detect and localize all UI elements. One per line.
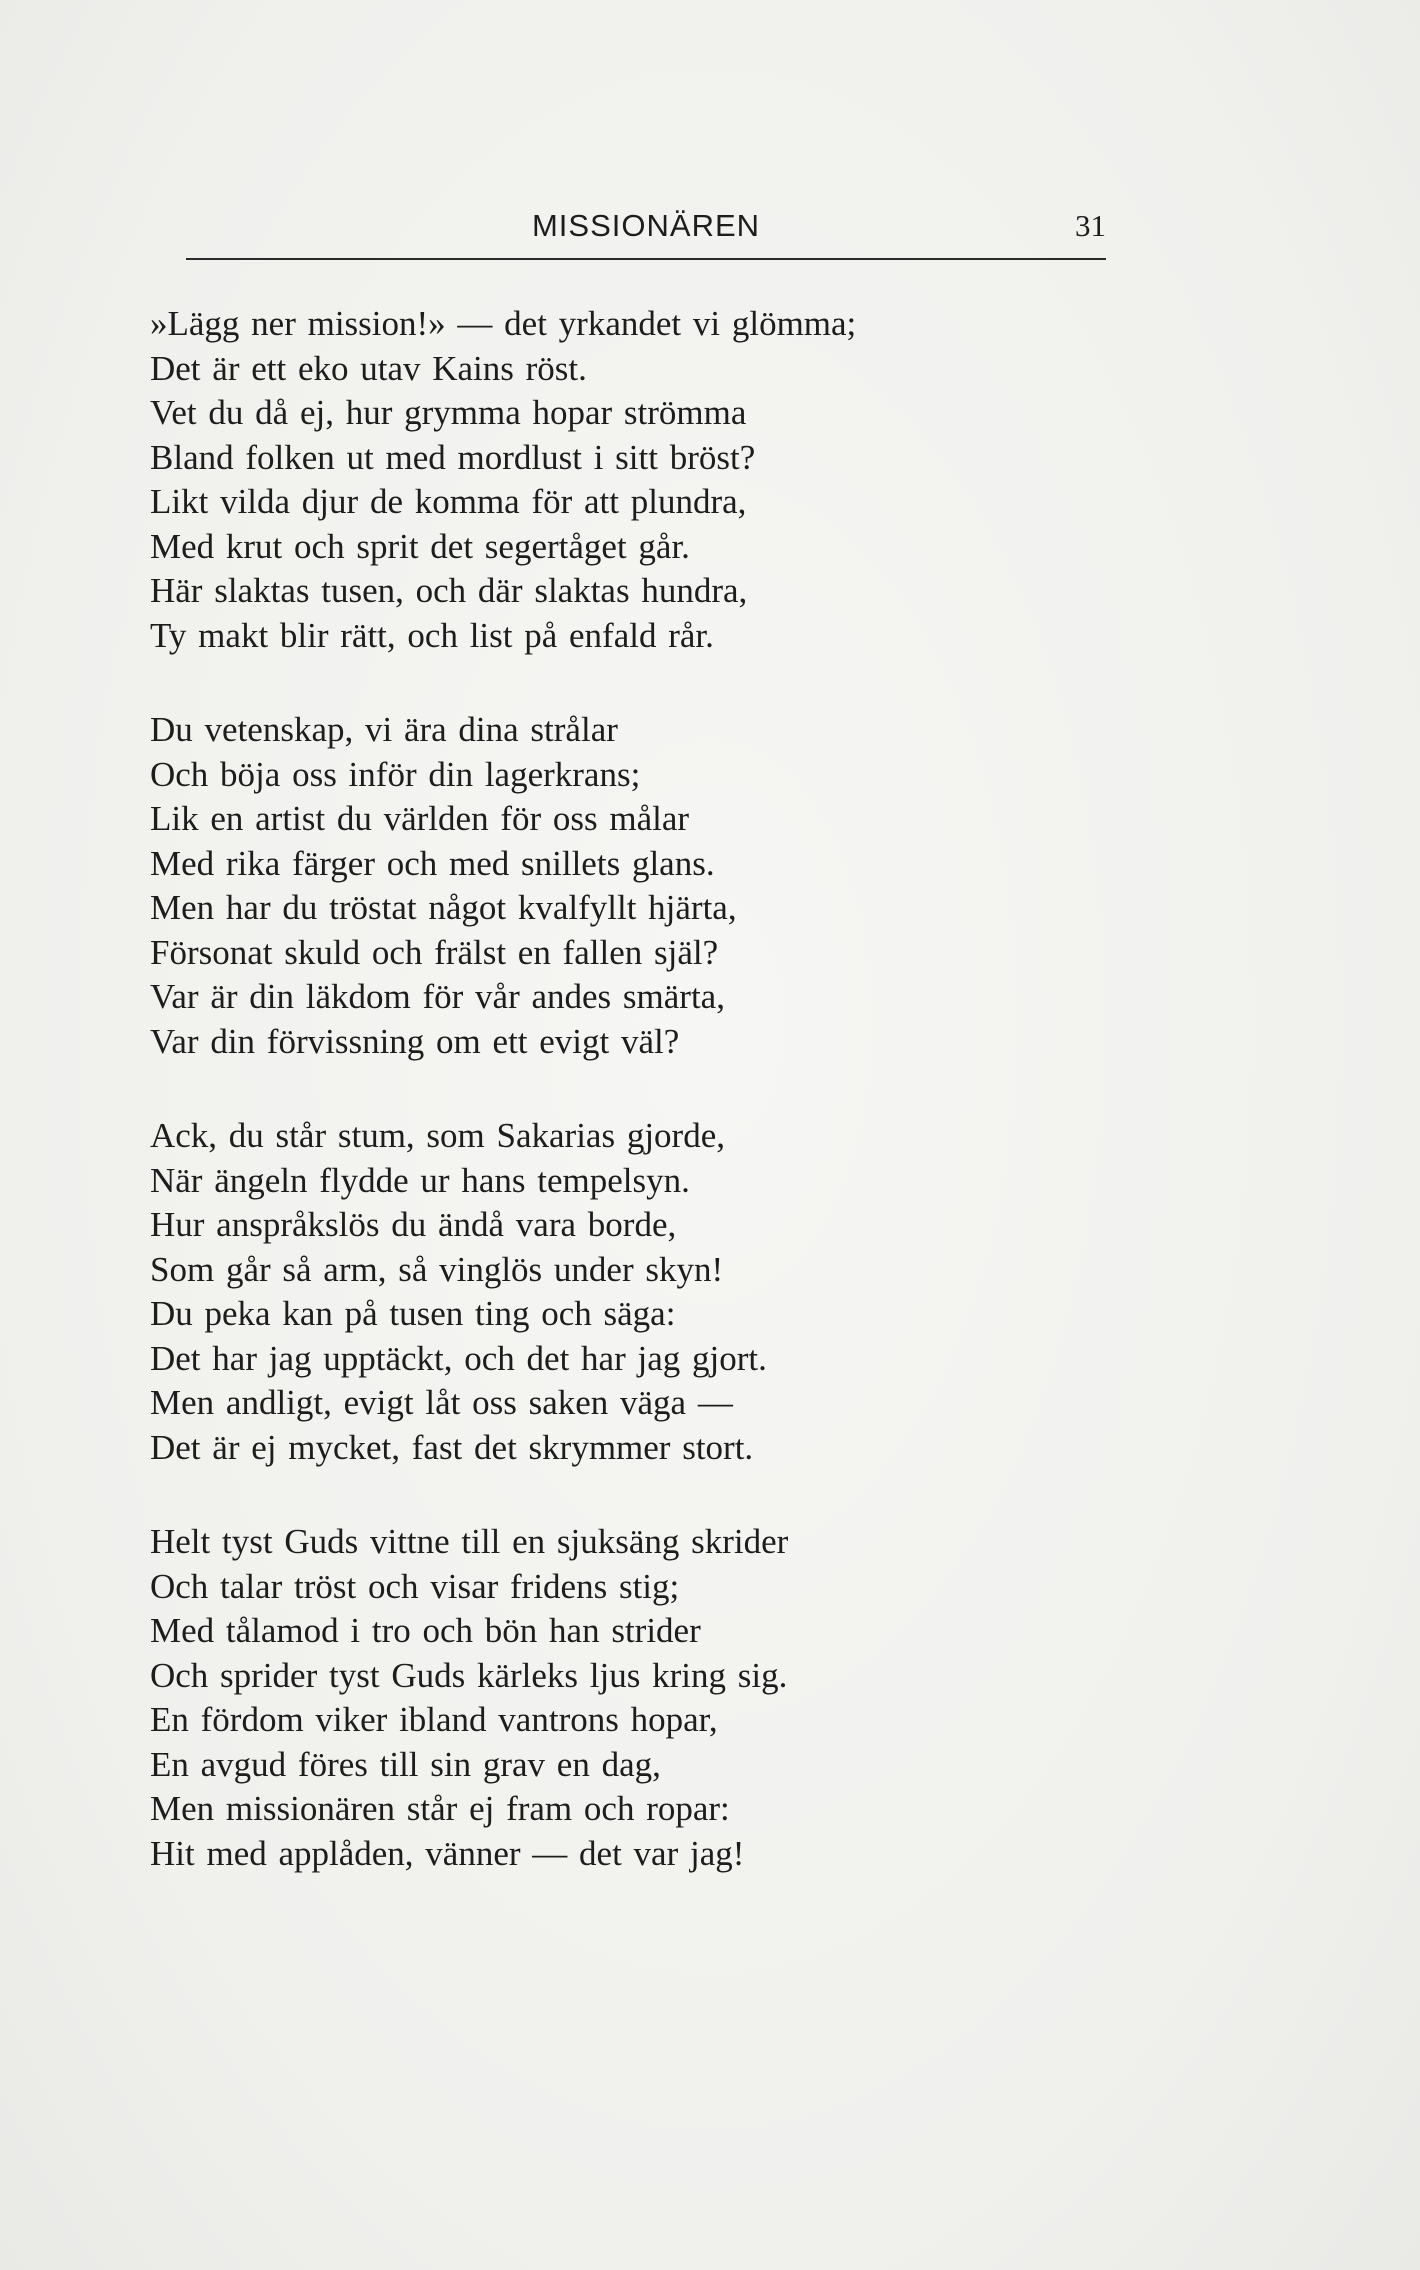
poem-line: Och böja oss inför din lagerkrans; [150,754,641,794]
poem-line: Hur anspråkslös du ändå vara borde, [150,1205,677,1244]
poem-line: Vet du då ej, hur grymma hopar strömma [150,393,747,432]
poem-line: Du peka kan på tusen ting och säga: [150,1294,676,1333]
poem-line: Som går så arm, så vinglös under skyn! [150,1249,724,1289]
running-title: MISSIONÄREN [531,208,761,243]
poem-line: Var din förvissning om ett evigt väl? [150,1021,680,1061]
poem-line: När ängeln flydde ur hans tempelsyn. [150,1160,690,1200]
poem-line: Men missionären står ej fram och ropar: [150,1789,730,1828]
header-rule [186,258,1106,260]
stanza-3 [150,1114,1150,1470]
stanza-2 [150,708,1150,1064]
poem-line: Här slaktas tusen, och där slaktas hundra, [150,571,748,610]
poem-line: »Lägg ner mission!» — det yrkandet vi glömma; [150,304,857,343]
poem-line: Det är ej mycket, fast det skrymmer stort. [150,1427,754,1467]
poem-line: Med rika färger och med snillets glans. [150,843,715,883]
poem [150,302,1150,1926]
poem-line: Med krut och sprit det segertåget går. [150,526,690,566]
poem-line: Och talar tröst och visar fridens stig; [150,1566,680,1606]
poem-line: Hit med applåden, vänner — det var jag! [150,1833,745,1873]
poem-line: Men andligt, evigt låt oss saken väga — [150,1383,733,1422]
poem-line: Bland folken ut med mordlust i sitt bröst? [150,437,756,477]
page-number: 31 [1075,208,1106,243]
stanza-4 [150,1520,1150,1876]
poem-line: Likt vilda djur de komma för att plundra, [150,482,747,521]
poem-line: Helt tyst Guds vittne till en sjuksäng skrider [150,1522,789,1561]
poem-line: Lik en artist du världen för oss målar [150,799,690,838]
poem-line: Det har jag upptäckt, och det har jag gjort. [150,1338,767,1378]
poem-line: Med tålamod i tro och bön han strider [150,1611,701,1650]
poem-line: Du vetenskap, vi ära dina strålar [150,710,618,749]
poem-line: Det är ett eko utav Kains röst. [150,348,587,388]
poem-line: Ty makt blir rätt, och list på enfald rår. [150,615,714,655]
stanza-1 [150,302,1150,658]
poem-line: En fördom viker ibland vantrons hopar, [150,1700,718,1739]
poem-line: Ack, du står stum, som Sakarias gjorde, [150,1116,725,1155]
poem-line: Försonat skuld och frälst en fallen själ? [150,932,719,972]
poem-line: Men har du tröstat något kvalfyllt hjärta, [150,888,737,927]
running-head [186,200,1106,260]
poem-line: Var är din läkdom för vår andes smärta, [150,977,725,1016]
poem-line: Och sprider tyst Guds kärleks ljus kring sig. [150,1655,788,1695]
poem-line: En avgud föres till sin grav en dag, [150,1744,661,1784]
